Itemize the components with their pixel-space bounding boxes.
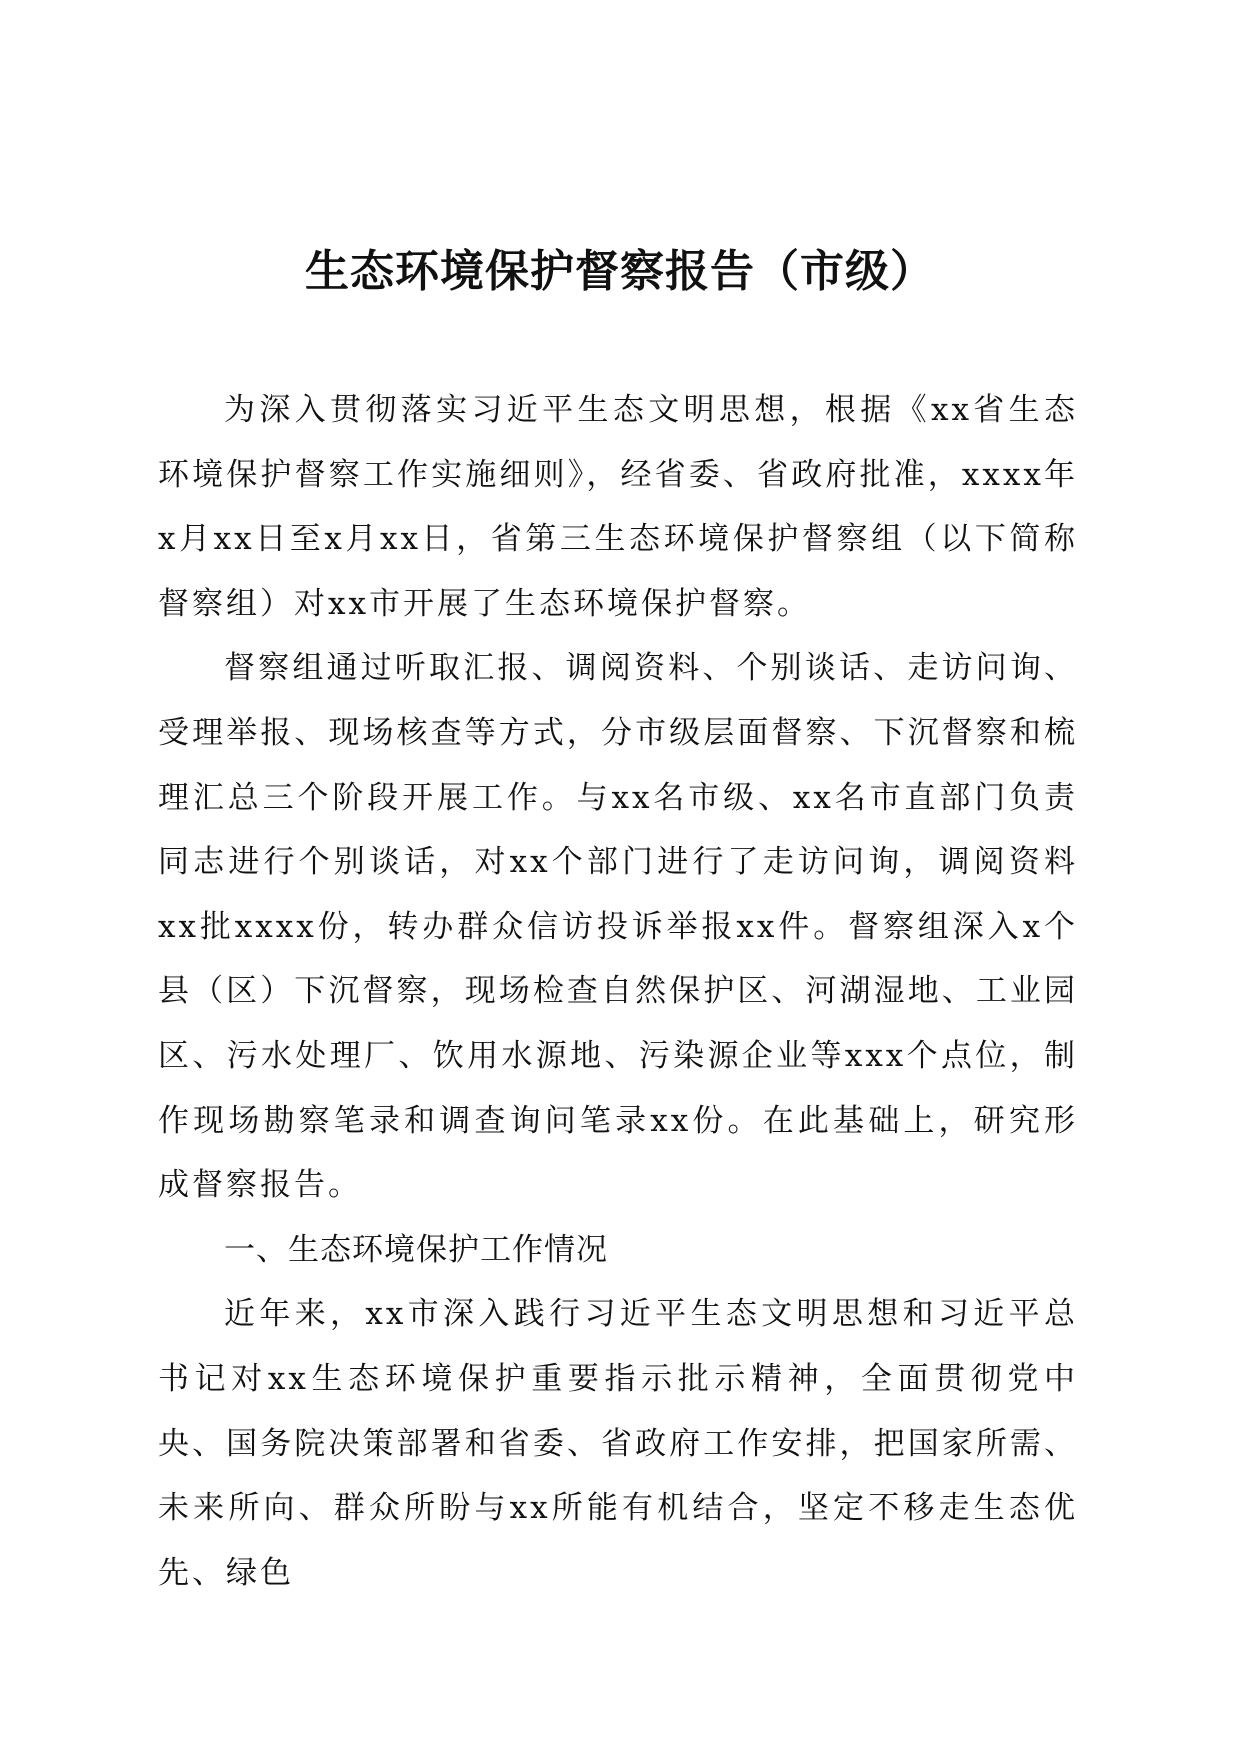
paragraph-intro: 为深入贯彻落实习近平生态文明思想，根据《xx省生态环境保护督察工作实施细则》，经省委、省政府批准，xxxx年x月xx日至x月xx日，省第三生态环境保护督察组（以下简称督察组）对xx市开展了生态环境保护督察。 [158,392,1078,622]
section-heading-1: 一、生态环境保护工作情况 [224,1231,608,1268]
paragraph-section-1: 近年来，xx市深入践行习近平生态文明思想和习近平总书记对xx生态环境保护重要指示批示精神，全面贯彻党中央、国务院决策部署和省委、省政府工作安排，把国家所需、未来所向、群众所盼与xx所能有机结合，坚定不移走生态优先、绿色 [158,1296,1078,1591]
paragraph-methods: 督察组通过听取汇报、调阅资料、个别谈话、走访问询、受理举报、现场核查等方式，分市级层面督察、下沉督察和梳理汇总三个阶段开展工作。与xx名市级、xx名市直部门负责同志进行个别谈话，对xx个部门进行了走访问询，调阅资料xx批xxxx份，转办群众信访投诉举报xx件。督察组深入x个县（区）下沉督察，现场检查自然保护区、河湖湿地、工业园区、污水处理厂、饮用水源地、污染源企业等xxx个点位，制作现场勘察笔录和调查询问笔录xx份。在此基础上，研究形成督察报告。 [158,650,1078,1204]
document-title: 生态环境保护督察报告（市级） [305,246,935,297]
document-body [158,378,1078,1605]
